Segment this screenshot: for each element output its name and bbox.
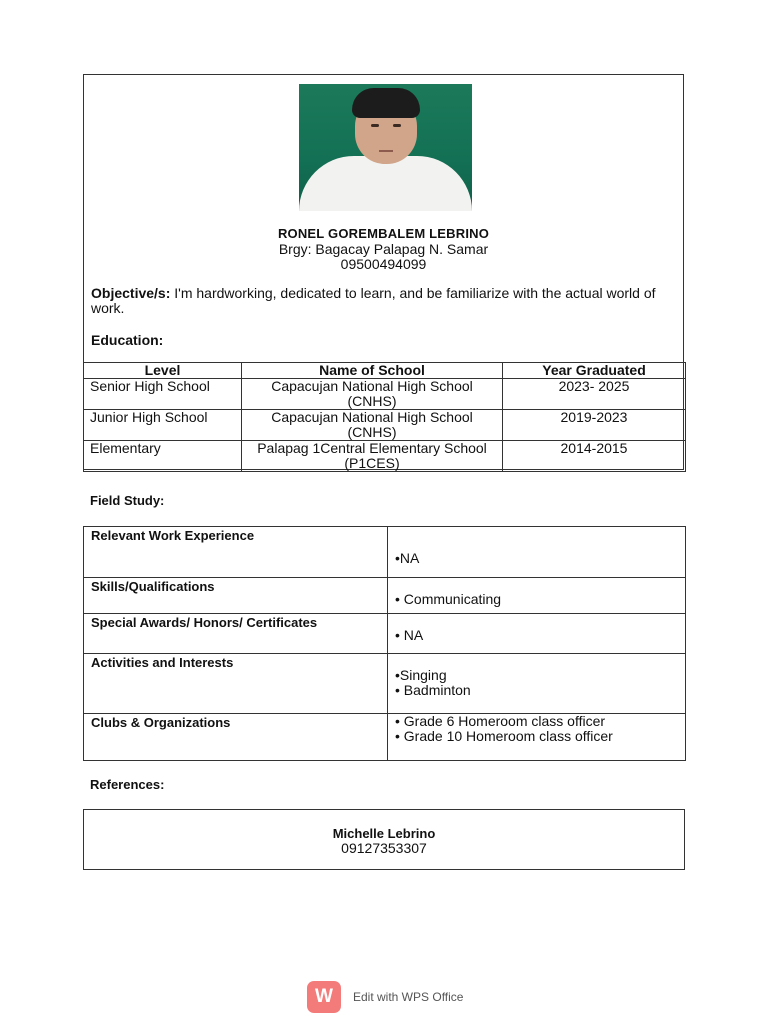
education-school (242, 441, 503, 472)
education-level: Senior High School (84, 379, 242, 410)
school-name: Palapag 1Central Elementary School (257, 440, 487, 456)
field-value-line: • NA (395, 627, 424, 643)
field-key: Skills/Qualifications (84, 578, 388, 614)
wps-edit-link[interactable] (307, 981, 463, 1013)
applicant-phone: 09500494099 (340, 256, 427, 272)
photo-shirt (299, 156, 472, 211)
table-row (84, 714, 686, 761)
field-value (388, 614, 686, 654)
objective-section (91, 286, 681, 316)
table-row (84, 527, 686, 578)
table-row (84, 379, 686, 410)
education-header-year: Year Graduated (503, 363, 686, 379)
field-key: Special Awards/ Honors/ Certificates (84, 614, 388, 654)
school-abbr: (CNHS) (347, 393, 397, 409)
photo-mouth (379, 150, 393, 152)
photo-hair (352, 88, 420, 118)
applicant-address: Brgy: Bagacay Palapag N. Samar (278, 241, 489, 257)
applicant-name: RONEL GOREMBALEM LEBRINO (277, 226, 490, 241)
education-school (242, 379, 503, 410)
field-key: Activities and Interests (84, 654, 388, 714)
field-value-line: • Grade 10 Homeroom class officer (395, 728, 613, 744)
table-row (84, 654, 686, 714)
table-row (84, 614, 686, 654)
field-key: Relevant Work Experience (84, 527, 388, 578)
field-value (388, 714, 686, 761)
field-value (388, 654, 686, 714)
table-row (84, 578, 686, 614)
education-level: Elementary (84, 441, 242, 472)
field-study-label: Field Study: (90, 493, 165, 508)
education-header-school: Name of School (242, 363, 503, 379)
reference-name: Michelle Lebrino (332, 826, 436, 841)
education-year: 2019-2023 (503, 410, 686, 441)
education-level: Junior High School (84, 410, 242, 441)
field-value-line: • Grade 6 Homeroom class officer (395, 713, 606, 729)
education-table (83, 362, 686, 472)
field-value-line: •Singing (395, 667, 447, 683)
photo-eye-right (393, 124, 401, 127)
field-value (388, 578, 686, 614)
objective-text: I'm hardworking, dedicated to learn, and be familiarize with the actual world of work. (91, 285, 656, 316)
education-header-level: Level (84, 363, 242, 379)
school-abbr: (P1CES) (344, 455, 400, 471)
profile-photo (299, 84, 472, 211)
wps-edit-text: Edit with WPS Office (353, 990, 464, 1004)
field-key: Clubs & Organizations (84, 714, 388, 761)
resume-card (83, 74, 684, 470)
reference-phone: 09127353307 (341, 840, 427, 856)
education-year: 2014-2015 (503, 441, 686, 472)
school-name: Capacujan National High School (271, 409, 473, 425)
education-label: Education: (91, 332, 164, 348)
school-abbr: (CNHS) (347, 424, 397, 440)
field-value-line: •NA (395, 550, 420, 566)
photo-eye-left (371, 124, 379, 127)
table-row (84, 410, 686, 441)
wps-logo-icon: W (307, 981, 341, 1013)
references-label: References: (90, 777, 165, 792)
field-study-table (83, 526, 686, 761)
reference-box (83, 809, 685, 870)
education-header-row (84, 363, 686, 379)
table-row (84, 441, 686, 472)
education-year: 2023- 2025 (503, 379, 686, 410)
education-school (242, 410, 503, 441)
field-value-line: • Badminton (395, 682, 471, 698)
field-value (388, 527, 686, 578)
objective-label: Objective/s: (91, 285, 171, 301)
field-value-line: • Communicating (395, 591, 502, 607)
school-name: Capacujan National High School (271, 378, 473, 394)
